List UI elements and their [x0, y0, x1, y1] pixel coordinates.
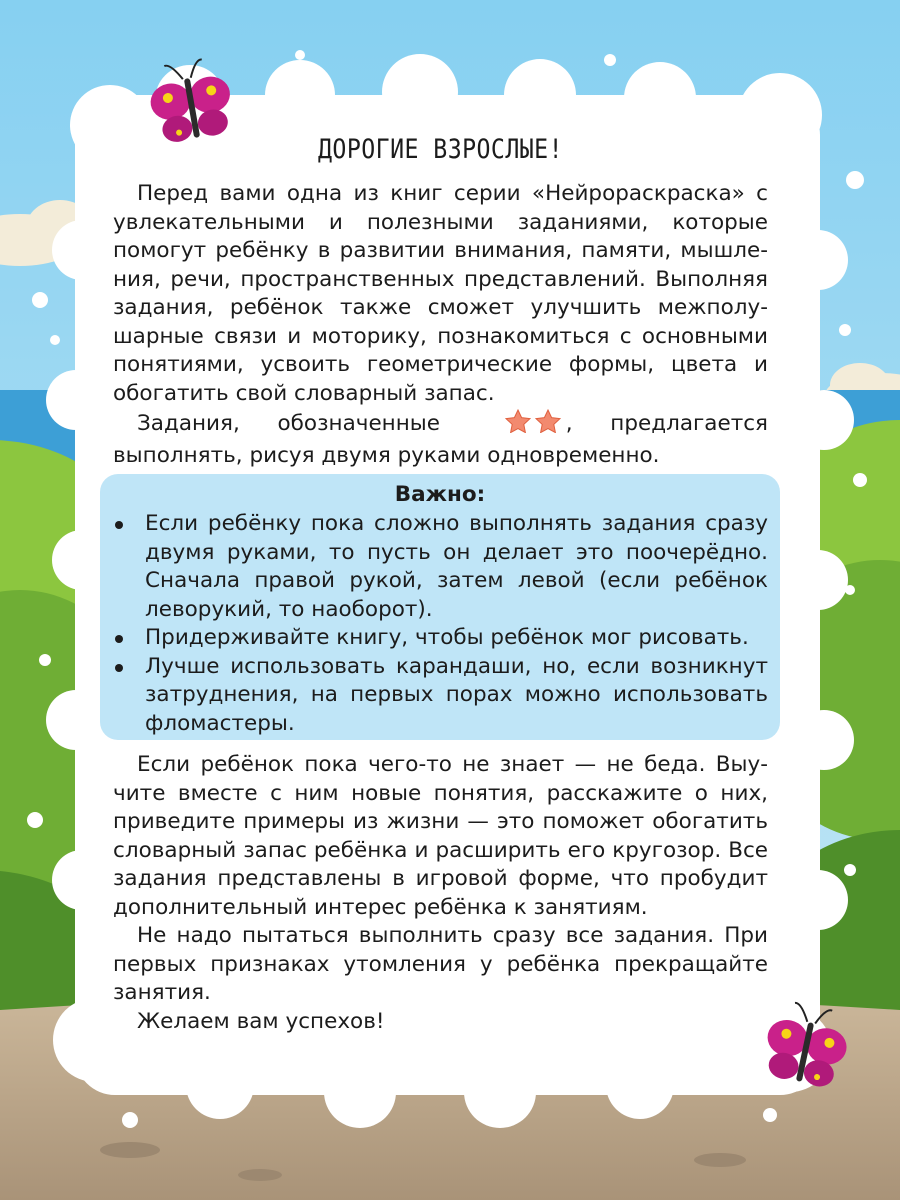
important-heading: Важно: — [394, 482, 486, 507]
stars-paragraph — [113, 409, 768, 470]
outro-section — [113, 751, 768, 1036]
list-item-text: Придерживайте книгу, чтобы ребёнок мог рисовать. — [145, 625, 749, 650]
bullet-icon — [115, 664, 123, 672]
list-item-text: Если ребёнку пока сложно выполнять задания сразу двумя руками, то пусть он делает это поочерёдно. Сначала правой рукой, затем левой (если ребёнок леворукий, то наоборот). — [145, 511, 768, 622]
page-title: ДОРОГИЕ ВЗРОСЛЫЕ! — [318, 134, 563, 165]
outro-paragraph: Если ребёнок пока чего-то не знает — не беда. Выучите вместе с ним новые понятия, расскажите о них, приведите примеры из жизни — это поможет обогатить словарный запас ребёнка и расширить его кругозор. Все задания представлены в игровой форме, что пробудит дополнительный интерес ребёнка к занятиям. — [113, 752, 768, 920]
stars-text-before: Задания, обозначенные — [137, 411, 440, 436]
list-item — [113, 653, 768, 739]
list-item — [113, 624, 768, 653]
two-stars-icon — [480, 409, 564, 442]
closing-wish: Желаем вам успехов! — [137, 1008, 385, 1034]
intro-paragraph: Перед вами одна из книг серии «Нейрораскраска» с увлекательными и полезными заданиями, которые помогут ребёнку в развитии внимания, памяти, мышления, речи, пространственных представлений. Выполняя задания, ребёнок также сможет улучшить межполушарные связи и моторику, познакомиться с основными понятиями, усвоить геометрические формы, цвета и обогатить свой словарный запас. — [113, 181, 768, 406]
outro-paragraph: Не надо пытаться выполнить сразу все задания. При первых признаках утомления у ребёнка прекращайте занятия. — [113, 923, 768, 1005]
list-item-text: Лучше использовать карандаши, но, если возникнут затруднения, на первых порах можно использовать фломастеры. — [145, 653, 768, 736]
important-list — [113, 510, 768, 738]
bullet-icon — [115, 521, 123, 529]
bullet-icon — [115, 635, 123, 643]
list-item — [113, 510, 768, 624]
stars-text-after: , предлагается выполнять, рисуя двумя руками одновременно. — [113, 411, 768, 468]
